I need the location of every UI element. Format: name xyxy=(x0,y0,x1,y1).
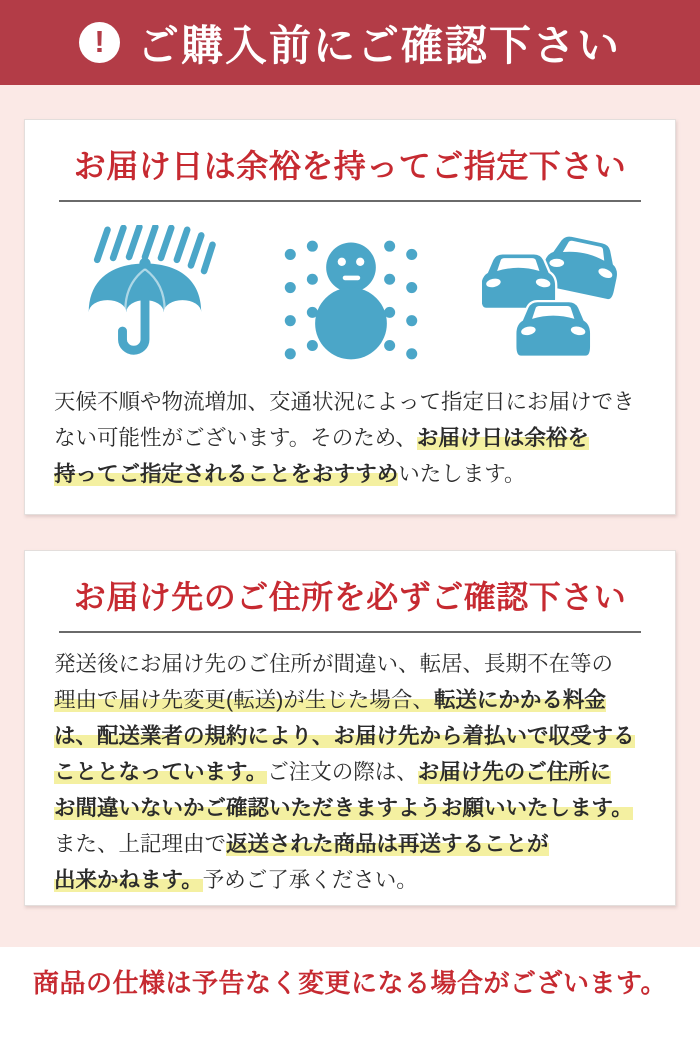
text-segment: 理由で届け先変更(転送)が生じた場合、 xyxy=(54,688,434,713)
footer-strip xyxy=(0,947,700,1038)
text-segment: 天候不順や物流増加、交通状況によって指定日にお届けでき xyxy=(54,390,635,415)
rain-umbrella-icon xyxy=(70,225,220,363)
text-segment: 出来かねます。 xyxy=(54,868,203,893)
weather-traffic-icons-row xyxy=(25,224,675,364)
divider xyxy=(59,631,641,633)
text-segment: こととなっています。 xyxy=(54,760,268,785)
text-segment: お届け日は余裕を xyxy=(416,426,589,451)
text-segment: お間違いないかご確認いただきますようお願いいたします。 xyxy=(54,796,633,821)
exclamation-icon xyxy=(79,22,120,63)
delivery-date-card-text xyxy=(54,384,646,492)
text-segment: いたします。 xyxy=(398,462,526,487)
text-segment: 返送された商品は再送することが xyxy=(226,832,549,857)
text-segment: 予めご了承ください。 xyxy=(202,868,418,893)
text-segment: お届け先のご住所に xyxy=(417,760,612,785)
divider xyxy=(59,200,641,202)
spec-change-note: 商品の仕様は予告なく変更になる場合がございます。 xyxy=(33,968,667,998)
address-confirm-card-title: お届け先のご住所を必ずご確認下さい xyxy=(73,579,627,615)
address-confirm-card xyxy=(24,550,676,906)
delivery-date-card-title: お届け日は余裕を持ってご指定下さい xyxy=(73,148,627,184)
exclamation-glyph: ! xyxy=(94,24,105,59)
traffic-jam-icon xyxy=(482,225,630,363)
address-confirm-card-text xyxy=(54,646,646,898)
delivery-date-card xyxy=(24,119,676,515)
text-segment: 持ってご指定されることをおすすめ xyxy=(54,462,399,487)
snowman-icon xyxy=(276,225,426,363)
text-segment: 発送後にお届け先のご住所が間違い、転居、長期不在等の xyxy=(54,652,614,677)
banner-title: ご購入前にご確認下さい xyxy=(136,21,621,69)
text-segment: ない可能性がございます。そのため、 xyxy=(54,426,417,451)
confirm-before-purchase-banner xyxy=(0,0,700,85)
text-segment: また、上記理由で xyxy=(54,832,227,857)
text-segment: は、配送業者の規約により、お届け先から着払いで収受する xyxy=(54,724,635,749)
text-segment: ご注文の際は、 xyxy=(267,760,418,785)
content-area xyxy=(0,85,700,947)
text-segment: 転送にかかる料金 xyxy=(433,688,606,713)
